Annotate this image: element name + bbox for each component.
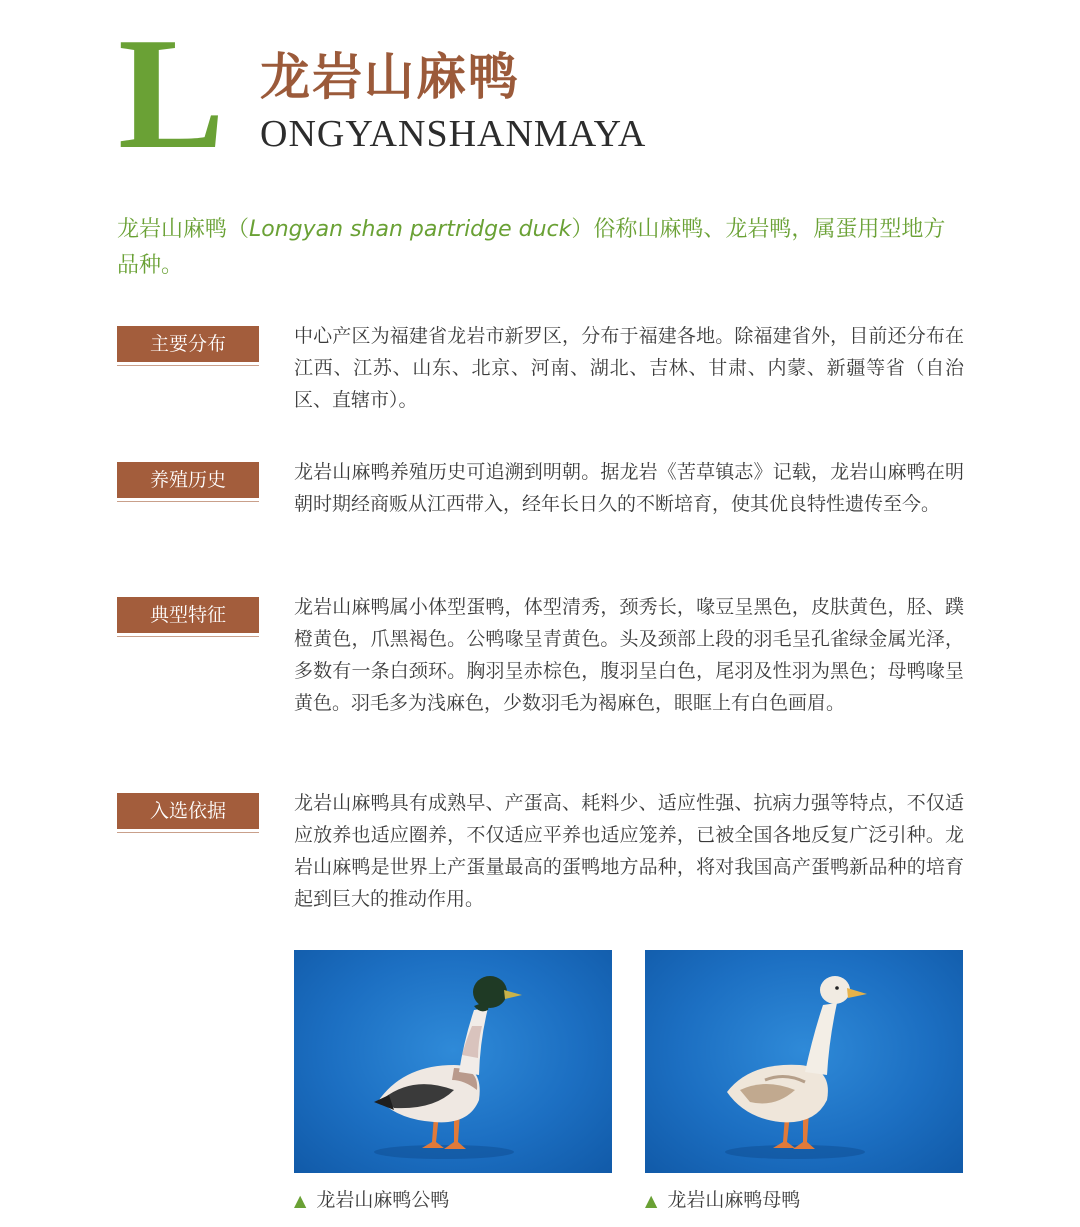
section-tag: 养殖历史 — [117, 462, 259, 498]
section-tag: 典型特征 — [117, 597, 259, 633]
intro-paragraph — [117, 212, 967, 284]
page-subtitle-pinyin: ONGYANSHANMAYA — [260, 113, 647, 155]
header-initial-letter: L — [118, 4, 225, 182]
section-text: 龙岩山麻鸭具有成熟早、产蛋高、耗料少、适应性强、抗病力强等特点，不仅适应放养也适应圈养，不仅适应平养也适应笼养，已被全国各地反复广泛引种。龙岩山麻鸭是世界上产蛋量最高的蛋鸭地方品种，将对我国高产蛋鸭新品种的培育起到巨大的推动作用。 — [294, 792, 964, 910]
caption-text: 龙岩山麻鸭母鸭 — [667, 1189, 801, 1211]
caption-duck — [645, 1186, 800, 1215]
caption-text: 龙岩山麻鸭公鸭 — [316, 1189, 450, 1211]
intro-latin-name: Longyan shan partridge duck — [249, 217, 572, 242]
section-text: 中心产区为福建省龙岩市新罗区，分布于福建各地。除福建省外，目前还分布在江西、江苏、山东、北京、河南、湖北、吉林、甘肃、内蒙、新疆等省（自治区、直辖市）。 — [294, 325, 964, 411]
section-text: 龙岩山麻鸭养殖历史可追溯到明朝。据龙岩《苦草镇志》记载，龙岩山麻鸭在明朝时期经商贩从江西带入，经年长日久的不断培育，使其优良特性遗传至今。 — [294, 461, 964, 515]
triangle-icon: ▲ — [294, 1191, 307, 1210]
intro-text-end: ）俗称山麻鸭、龙岩鸭，属蛋用型地方品种。 — [117, 217, 946, 278]
duck-illustration — [645, 950, 963, 1173]
photo-drake — [294, 950, 612, 1173]
page-title: 龙岩山麻鸭 — [260, 48, 520, 106]
caption-drake — [294, 1186, 449, 1215]
section-tag: 入选依据 — [117, 793, 259, 829]
intro-text-start: 龙岩山麻鸭（ — [117, 217, 250, 242]
photo-duck — [645, 950, 963, 1173]
section-text: 龙岩山麻鸭属小体型蛋鸭，体型清秀，颈秀长，喙豆呈黑色，皮肤黄色，胫、蹼橙黄色，爪黑褐色。公鸭喙呈青黄色。头及颈部上段的羽毛呈孔雀绿金属光泽，多数有一条白颈环。胸羽呈赤棕色，腹羽呈白色，尾羽及性羽为黑色；母鸭喙呈黄色。羽毛多为浅麻色，少数羽毛为褐麻色，眼眶上有白色画眉。 — [294, 596, 964, 714]
section-tag: 主要分布 — [117, 326, 259, 362]
triangle-icon: ▲ — [645, 1191, 658, 1210]
drake-illustration — [294, 950, 612, 1173]
